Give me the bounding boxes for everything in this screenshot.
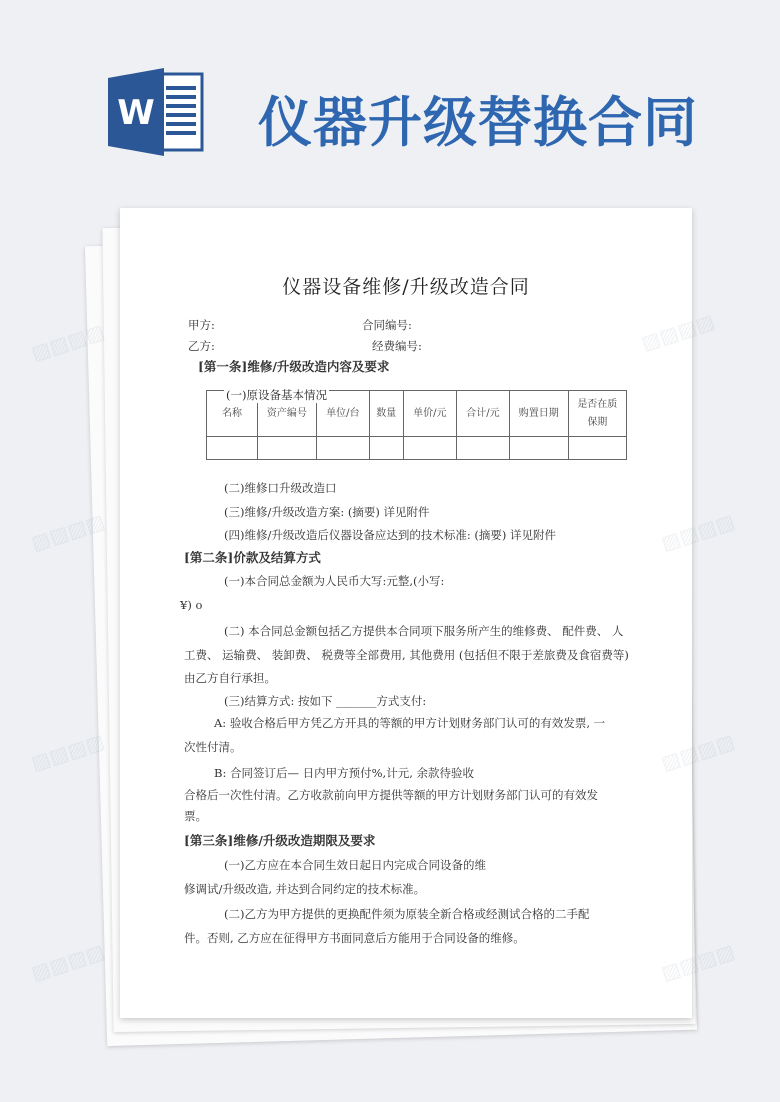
table-cell <box>456 437 509 460</box>
banner-title: 仪器升级替换合同 <box>258 91 698 154</box>
word-logo-letter: W <box>117 93 155 133</box>
table-header-cell: 数量 <box>369 391 403 437</box>
table-cell <box>403 437 456 460</box>
article-3-item-1-line-1: (一)乙方应在本合同生效日起日内完成合同设备的维 <box>224 858 486 872</box>
payment-option-b-line-3: 票。 <box>184 809 207 823</box>
watermark: ▨▨▨▨ <box>28 318 108 366</box>
payment-option-b-line-1: B: 合同签订后— 日内甲方预付%,计元, 余款待验收 <box>214 766 475 780</box>
payment-option-b-line-2: 合格后一次性付清。乙方收款前向甲方提供等额的甲方计划财务部门认可的有效发 <box>184 788 598 802</box>
table-cell <box>509 437 568 460</box>
article-3-item-2-line-2: 件。否则, 乙方应在征得甲方书面同意后方能用于合同设备的维修。 <box>184 931 525 945</box>
fund-number-label: 经费编号: <box>372 339 422 353</box>
party-b-label: 乙方: <box>188 339 215 353</box>
payment-option-a-line-2: 次性付清。 <box>184 740 242 754</box>
table-header-cell: 单价/元 <box>403 391 456 437</box>
table-header-cell: 是否在质保期 <box>568 391 626 437</box>
watermark: ▨▨▨▨ <box>658 728 738 776</box>
article-2-item-2-line-3: 由乙方自行承担。 <box>184 671 276 685</box>
table-cell <box>369 437 403 460</box>
article-1-item-4: (四)维修/升级改造后仪器设备应达到的技术标准: (摘要) 详见附件 <box>224 528 557 542</box>
table-header-cell: 购置日期 <box>509 391 568 437</box>
table-cell <box>316 437 369 460</box>
document-title: 仪器设备维修/升级改造合同 <box>282 276 530 298</box>
article-2-item-1-cont: ¥) o <box>180 598 203 612</box>
table-header-cell: 单位/台 <box>316 391 369 437</box>
contract-number-label: 合同编号: <box>362 318 412 332</box>
watermark: ▨▨▨▨ <box>658 938 738 986</box>
payment-option-a-line-1: A: 验收合格后甲方凭乙方开具的等额的甲方计划财务部门认可的有效发票, 一 <box>214 716 606 730</box>
article-2-item-2-line-1: (二) 本合同总金额包括乙方提供本合同项下服务所产生的维修费、 配件费、 人 <box>224 624 624 638</box>
document-page <box>120 208 692 1018</box>
watermark: ▨▨▨▨ <box>28 728 108 776</box>
table-cell <box>258 437 317 460</box>
watermark: ▨▨▨▨ <box>28 938 108 986</box>
party-a-label: 甲方: <box>188 318 215 332</box>
article-3-item-2-line-1: (二)乙方为甲方提供的更换配件须为原装全新合格或经测试合格的二手配 <box>224 907 590 921</box>
table-header-cell: 合计/元 <box>456 391 509 437</box>
word-icon <box>108 68 206 156</box>
table-header-cell: 名称 <box>207 391 258 437</box>
article-3-heading: [第三条]维修/升级改造期限及要求 <box>184 833 376 848</box>
article-2-item-1: (一)本合同总金额为人民币大写:元整,(小写: <box>224 574 445 588</box>
article-1-item-3: (三)维修/升级改造方案: (摘要) 详见附件 <box>224 505 430 519</box>
article-1-item-1: (一)原设备基本情况 <box>226 388 327 402</box>
table-cell <box>207 437 258 460</box>
article-3-item-1-line-2: 修调试/升级改造, 并达到合同约定的技术标准。 <box>184 882 426 896</box>
header <box>0 0 780 205</box>
watermark: ▨▨▨▨ <box>658 508 738 556</box>
watermark: ▨▨▨▨ <box>28 508 108 556</box>
table-row <box>207 437 627 460</box>
article-1-heading: [第一条]维修/升级改造内容及要求 <box>198 359 390 374</box>
article-2-item-2-line-2: 工费、 运输费、 装卸费、 税费等全部费用, 其他费用 (包括但不限于差旅费及食宿费等) <box>184 648 629 662</box>
article-2-heading: [第二条]价款及结算方式 <box>184 550 321 565</box>
table-header-cell: 资产编号 <box>258 391 317 437</box>
table-cell <box>568 437 626 460</box>
article-2-item-3: (三)结算方式: 按如下 _______方式支付: <box>224 694 427 708</box>
article-1-item-2: (二)维修口升级改造口 <box>224 481 337 495</box>
